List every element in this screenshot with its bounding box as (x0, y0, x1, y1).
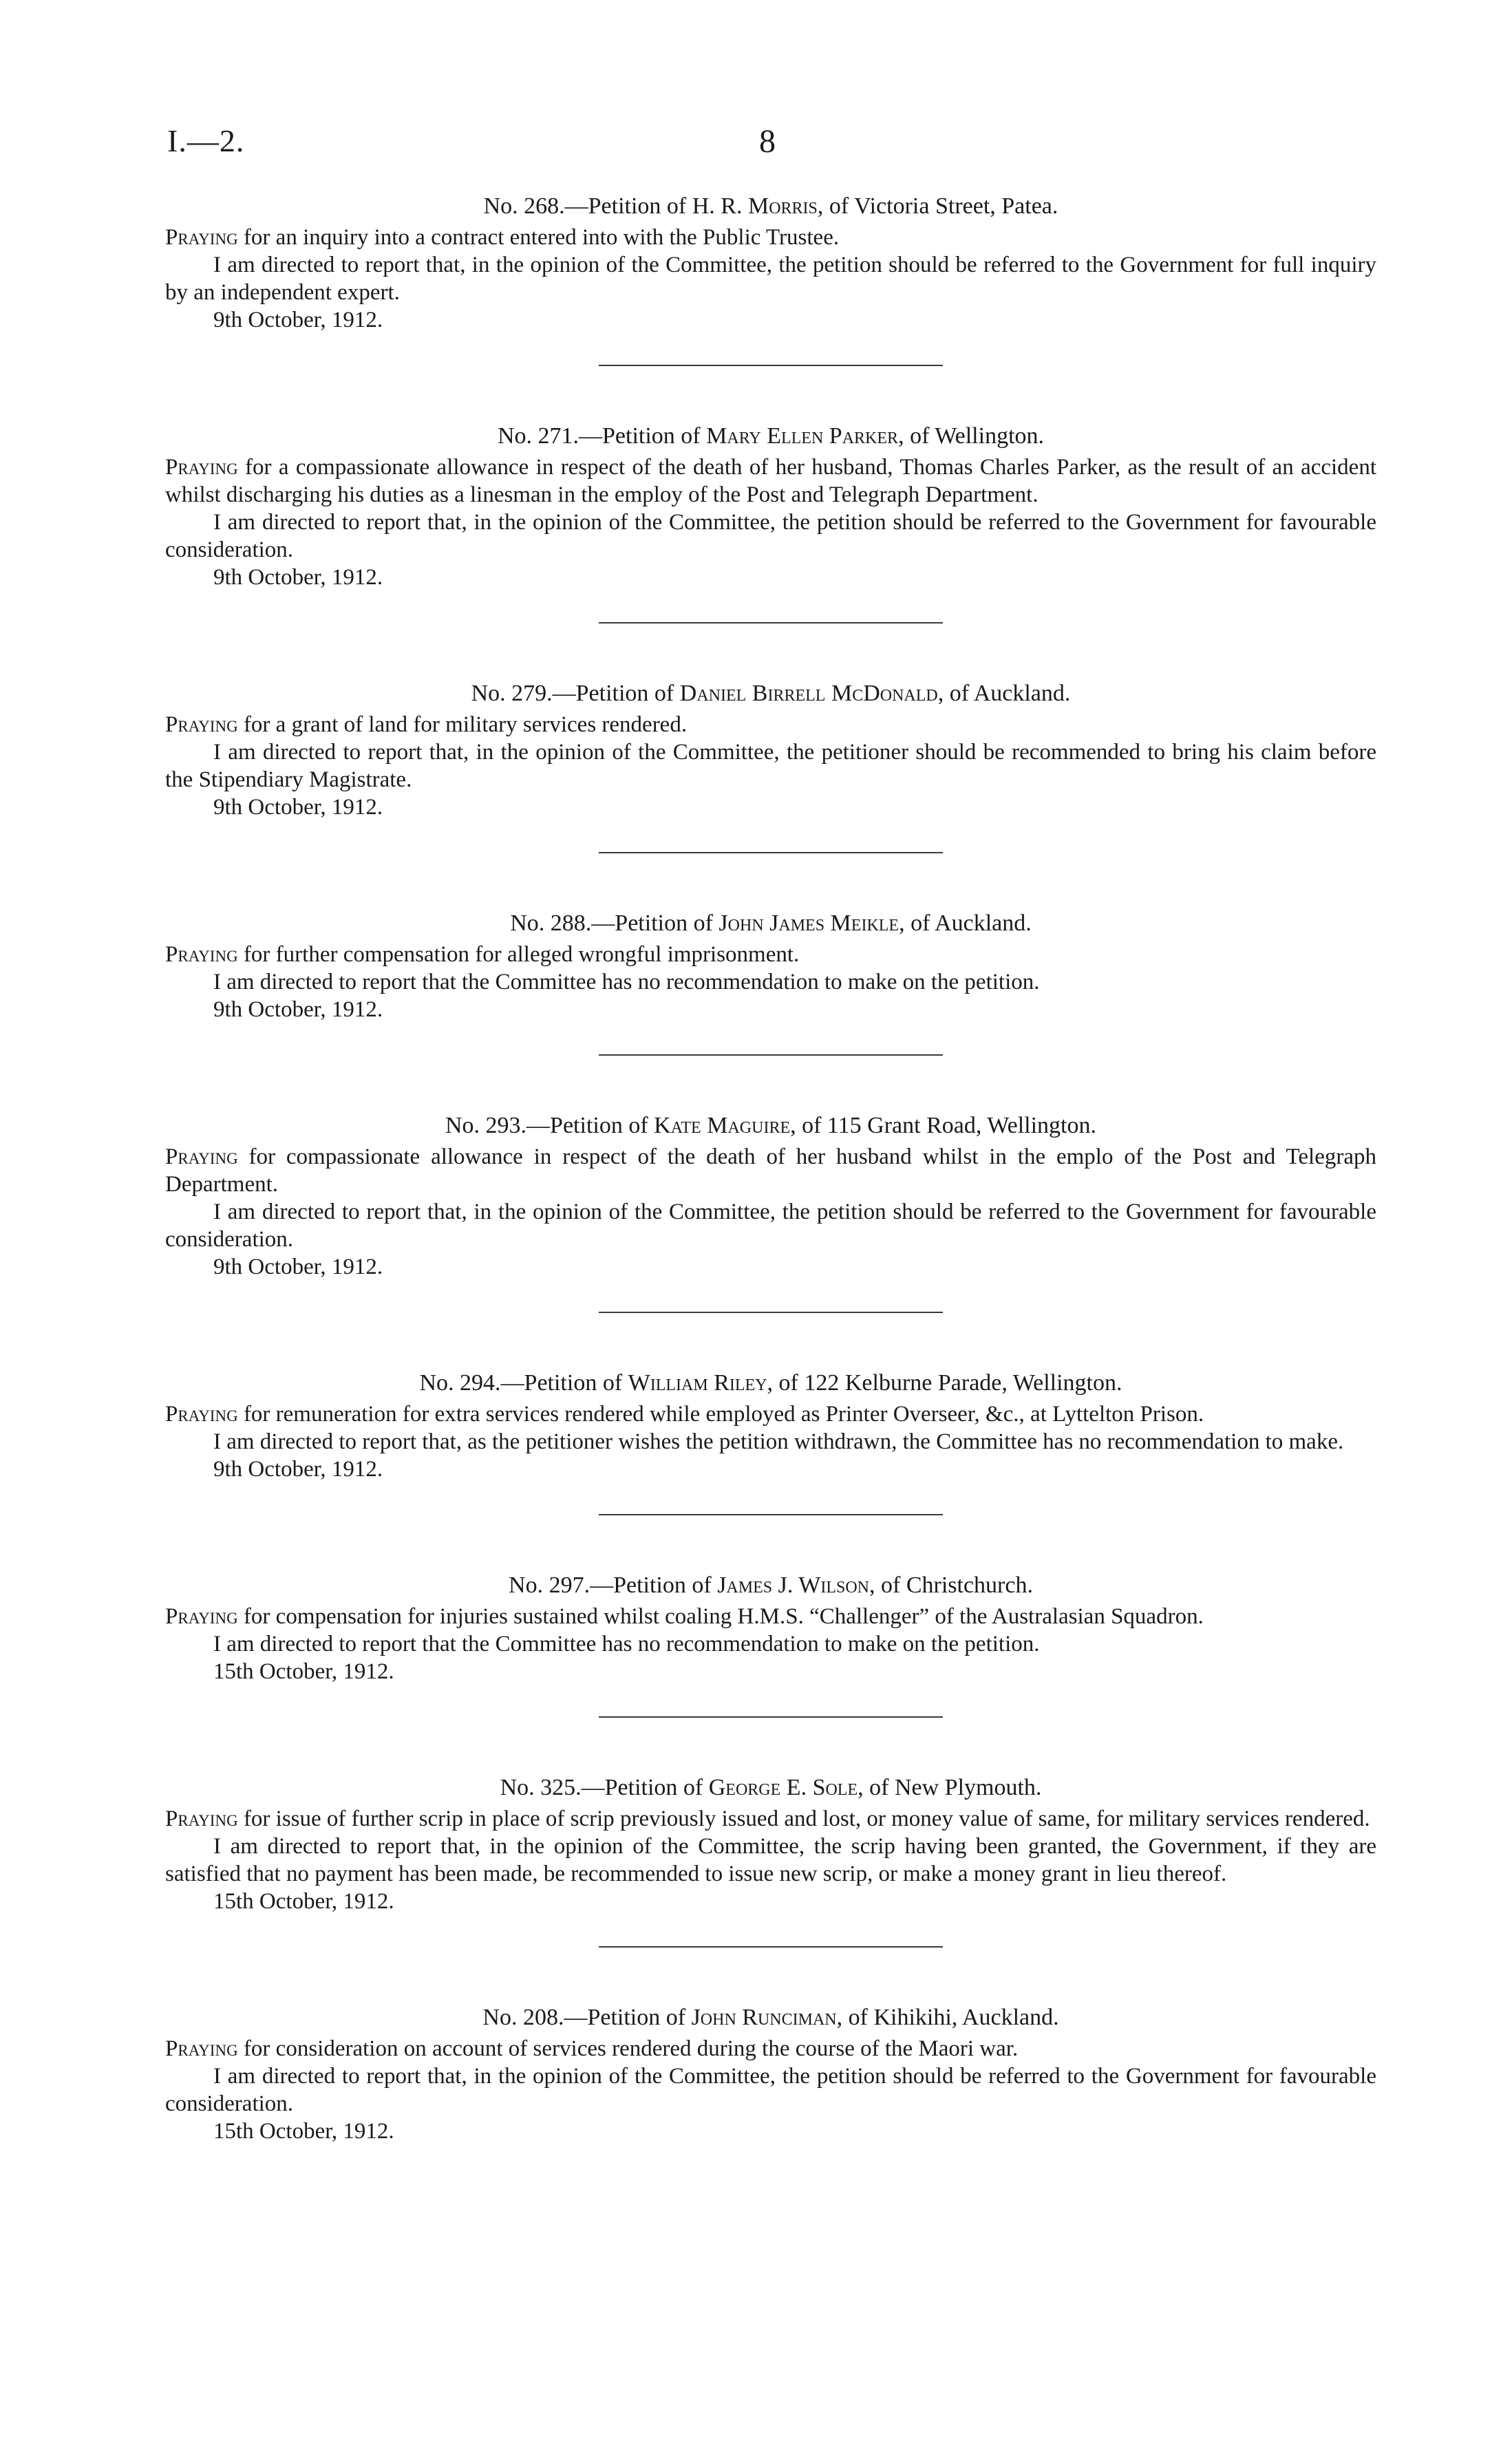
petition-praying: Praying for an inquiry into a contract entered into with the Public Trustee. (165, 225, 840, 250)
page-number: 8 (759, 123, 776, 160)
separator-rule (599, 1946, 943, 1948)
petition-title: No. 325.—Petition of George E. Sole, of New Plymouth. (500, 1775, 1042, 1800)
petition-praying: Praying for compensation for injuries sustained whilst coaling H.M.S. “Challenger” of the Australasian Squadron. (165, 1604, 1204, 1629)
petition-entry (165, 680, 1376, 853)
petitioner-name: George E. Sole (708, 1775, 858, 1800)
committee-report: I am directed to report that, in the opinion of the Committee, the petition should be referred to the Government for favourable consideration. (165, 2064, 1376, 2116)
committee-report: I am directed to report that, in the opinion of the Committee, the petition should be referred to the Government for full inquiry by an independent expert. (165, 253, 1376, 305)
petition-list (165, 193, 1376, 2145)
petition-praying: Praying for further compensation for alleged wrongful imprisonment. (165, 942, 800, 967)
separator-rule (599, 852, 943, 853)
committee-report: I am directed to report that, as the petitioner wishes the petition withdrawn, the Committee has no recommendation to make. (213, 1429, 1344, 1454)
petition-entry (165, 1369, 1376, 1515)
petitioner-name: Mary Ellen Parker (706, 423, 899, 449)
committee-report: I am directed to report that the Committee has no recommendation to make on the petition. (213, 1632, 1040, 1656)
petition-date: 9th October, 1912. (213, 1255, 383, 1279)
petition-praying: Praying for remuneration for extra services rendered while employed as Printer Overseer, &c., at Lyttelton Prison. (165, 1402, 1204, 1427)
petitioner-name: John Runciman (691, 2005, 837, 2030)
petition-date: 9th October, 1912. (213, 997, 383, 1022)
petition-date: 15th October, 1912. (213, 1659, 394, 1684)
petition-entry (165, 193, 1376, 366)
petitioner-name: H. R. Morris (692, 193, 818, 219)
petitioner-name: Kate Maguire (654, 1113, 791, 1138)
document-reference: I.—2. (167, 123, 245, 158)
petition-entry (165, 910, 1376, 1056)
separator-rule (599, 622, 943, 623)
petition-praying: Praying for issue of further scrip in place of scrip previously issued and lost, or money value of same, for military services rendered. (165, 1806, 1370, 1831)
petition-title: No. 268.—Petition of H. R. Morris, of Victoria Street, Patea. (483, 193, 1058, 219)
separator-rule (599, 1716, 943, 1718)
petition-title: No. 293.—Petition of Kate Maguire, of 115 Grant Road, Wellington. (445, 1113, 1096, 1138)
committee-report: I am directed to report that, in the opinion of the Committee, the scrip having been granted, the Government, if they are satisfied that no payment has been made, be recommended to issue new scrip, or make a money grant in lieu thereof. (165, 1834, 1376, 1886)
petition-date: 9th October, 1912. (213, 308, 383, 332)
petition-title: No. 208.—Petition of John Runciman, of Kihikihi, Auckland. (482, 2005, 1059, 2030)
petition-entry (165, 1572, 1376, 1718)
petition-title: No. 294.—Petition of William Riley, of 122 Kelburne Parade, Wellington. (419, 1370, 1122, 1396)
separator-rule (599, 1514, 943, 1515)
separator-rule (599, 1312, 943, 1313)
committee-report: I am directed to report that the Committee has no recommendation to make on the petition. (213, 970, 1040, 994)
petition-entry (165, 1774, 1376, 1948)
petitioner-name: William Riley (628, 1370, 767, 1396)
petition-praying: Praying for a compassionate allowance in respect of the death of her husband, Thomas Charles Parker, as the result of an accident whilst discharging his duties as a linesman in the employ of the Post and Telegraph Department. (165, 455, 1376, 507)
petition-date: 9th October, 1912. (213, 795, 383, 820)
petition-entry (165, 423, 1376, 623)
petition-title: No. 271.—Petition of Mary Ellen Parker, of Wellington. (497, 423, 1045, 449)
petition-title: No. 297.—Petition of James J. Wilson, of Christchurch. (509, 1572, 1033, 1598)
petitioner-name: Daniel Birrell McDonald (679, 681, 938, 706)
petition-praying: Praying for a grant of land for military services rendered. (165, 712, 688, 737)
petition-entry (165, 2004, 1376, 2145)
petitioner-name: James J. Wilson (717, 1572, 869, 1598)
petitioner-name: John James Meikle (718, 910, 899, 936)
committee-report: I am directed to report that, in the opinion of the Committee, the petition should be referred to the Government for favourable consideration. (165, 510, 1376, 562)
separator-rule (599, 365, 943, 366)
petition-praying: Praying for compassionate allowance in respect of the death of her husband whilst in the emplo of the Post and Telegraph Department. (165, 1144, 1376, 1197)
petition-title: No. 279.—Petition of Daniel Birrell McDonald, of Auckland. (471, 681, 1071, 706)
committee-report: I am directed to report that, in the opinion of the Committee, the petitioner should be recommended to bring his claim before the Stipendiary Magistrate. (165, 740, 1376, 792)
committee-report: I am directed to report that, in the opinion of the Committee, the petition should be referred to the Government for favourable consideration. (165, 1199, 1376, 1252)
separator-rule (599, 1054, 943, 1056)
petition-date: 15th October, 1912. (213, 1889, 394, 1914)
petition-praying: Praying for consideration on account of services rendered during the course of the Maori war. (165, 2036, 1019, 2061)
petition-date: 9th October, 1912. (213, 565, 383, 590)
petition-entry (165, 1112, 1376, 1313)
petition-date: 15th October, 1912. (213, 2119, 394, 2144)
petition-title: No. 288.—Petition of John James Meikle, of Auckland. (510, 910, 1032, 936)
petition-date: 9th October, 1912. (213, 1457, 383, 1482)
